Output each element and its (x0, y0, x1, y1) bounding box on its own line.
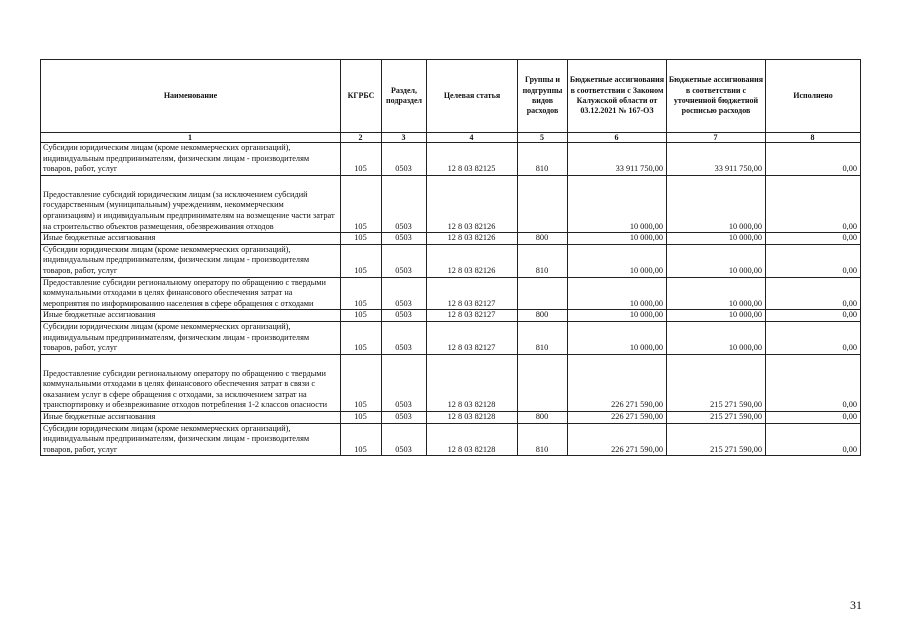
row-section: 0503 (382, 143, 427, 176)
row-law-allocation: 10 000,00 (568, 277, 667, 310)
header-revised-allocations: Бюджетные ассигнования в соответствии с уточненной бюджетной росписью расходов (667, 60, 766, 133)
row-revised-allocation: 215 271 590,00 (667, 423, 766, 456)
row-kgrbs: 105 (341, 175, 382, 232)
row-revised-allocation: 10 000,00 (667, 321, 766, 354)
column-number: 8 (766, 133, 861, 143)
header-expense-groups: Группы и подгруппы видов расходов (518, 60, 568, 133)
row-law-allocation: 10 000,00 (568, 310, 667, 322)
header-section: Раздел, подраздел (382, 60, 427, 133)
row-law-allocation: 226 271 590,00 (568, 354, 667, 411)
column-number: 1 (41, 133, 341, 143)
column-number: 3 (382, 133, 427, 143)
row-kgrbs: 105 (341, 143, 382, 176)
header-executed: Исполнено (766, 60, 861, 133)
row-revised-allocation: 10 000,00 (667, 310, 766, 322)
header-name: Наименование (41, 60, 341, 133)
row-revised-allocation: 10 000,00 (667, 244, 766, 277)
table-row (41, 412, 861, 424)
row-section: 0503 (382, 233, 427, 245)
row-target-item: 12 8 03 82128 (427, 412, 518, 424)
row-name: Предоставление субсидий юридическим лицам (за исключением субсидий государственным (муниципальным) учреждениям, некоммерческим организациям) и индивидуальным предпринимателям на возмещение части затрат на строительство объектов размещения, обезвреживания отходов (41, 175, 341, 232)
row-target-item: 12 8 03 82127 (427, 277, 518, 310)
row-kgrbs: 105 (341, 277, 382, 310)
row-revised-allocation: 10 000,00 (667, 233, 766, 245)
column-number: 6 (568, 133, 667, 143)
row-revised-allocation: 215 271 590,00 (667, 354, 766, 411)
row-revised-allocation: 215 271 590,00 (667, 412, 766, 424)
row-name: Субсидии юридическим лицам (кроме некоммерческих организаций), индивидуальным предпринимателям, физическим лицам - производителям товаров, работ, услуг (41, 321, 341, 354)
row-kgrbs: 105 (341, 412, 382, 424)
table-row (41, 143, 861, 176)
header-kgrbs: КГРБС (341, 60, 382, 133)
row-target-item: 12 8 03 82126 (427, 175, 518, 232)
row-kgrbs: 105 (341, 310, 382, 322)
table-row (41, 277, 861, 310)
table-row (41, 321, 861, 354)
row-law-allocation: 10 000,00 (568, 175, 667, 232)
row-expense-group (518, 277, 568, 310)
column-number: 5 (518, 133, 568, 143)
row-section: 0503 (382, 277, 427, 310)
row-target-item: 12 8 03 82127 (427, 321, 518, 354)
row-kgrbs: 105 (341, 244, 382, 277)
row-target-item: 12 8 03 82125 (427, 143, 518, 176)
row-name: Иные бюджетные ассигнования (41, 233, 341, 245)
row-executed: 0,00 (766, 233, 861, 245)
table-row (41, 310, 861, 322)
budget-table (40, 59, 861, 456)
row-section: 0503 (382, 354, 427, 411)
row-law-allocation: 10 000,00 (568, 244, 667, 277)
row-section: 0503 (382, 175, 427, 232)
row-expense-group: 810 (518, 143, 568, 176)
page-number: 31 (850, 598, 862, 612)
row-kgrbs: 105 (341, 354, 382, 411)
row-expense-group: 800 (518, 233, 568, 245)
header-row (41, 60, 861, 133)
row-kgrbs: 105 (341, 423, 382, 456)
row-executed: 0,00 (766, 175, 861, 232)
row-name: Иные бюджетные ассигнования (41, 310, 341, 322)
table-row (41, 354, 861, 411)
row-section: 0503 (382, 423, 427, 456)
row-target-item: 12 8 03 82126 (427, 233, 518, 245)
table-row (41, 244, 861, 277)
row-executed: 0,00 (766, 310, 861, 322)
row-name: Предоставление субсидии региональному оператору по обращению с твердыми коммунальными отходами в целях финансового обеспечения затрат в связи с оказанием услуг в сфере обращения с отходами, за исключением затрат на транспортировку и обезвреживание отходов потребления 1-2 классов опасности (41, 354, 341, 411)
row-name: Субсидии юридическим лицам (кроме некоммерческих организаций), индивидуальным предпринимателям, физическим лицам - производителям товаров, работ, услуг (41, 423, 341, 456)
row-expense-group: 800 (518, 412, 568, 424)
row-executed: 0,00 (766, 244, 861, 277)
row-expense-group: 810 (518, 423, 568, 456)
row-name: Субсидии юридическим лицам (кроме некоммерческих организаций), индивидуальным предпринимателям, физическим лицам - производителям товаров, работ, услуг (41, 143, 341, 176)
table-row (41, 423, 861, 456)
row-expense-group (518, 175, 568, 232)
row-executed: 0,00 (766, 412, 861, 424)
row-name: Предоставление субсидии региональному оператору по обращению с твердыми коммунальными отходами в целях финансового обеспечения затрат на мероприятия по информированию населения в сфере обращения с отходами (41, 277, 341, 310)
row-law-allocation: 10 000,00 (568, 321, 667, 354)
row-section: 0503 (382, 244, 427, 277)
row-section: 0503 (382, 412, 427, 424)
row-kgrbs: 105 (341, 233, 382, 245)
column-number: 2 (341, 133, 382, 143)
row-kgrbs: 105 (341, 321, 382, 354)
row-revised-allocation: 10 000,00 (667, 175, 766, 232)
row-executed: 0,00 (766, 321, 861, 354)
row-target-item: 12 8 03 82128 (427, 354, 518, 411)
row-target-item: 12 8 03 82128 (427, 423, 518, 456)
row-law-allocation: 226 271 590,00 (568, 412, 667, 424)
row-target-item: 12 8 03 82127 (427, 310, 518, 322)
row-expense-group: 800 (518, 310, 568, 322)
row-executed: 0,00 (766, 277, 861, 310)
row-law-allocation: 10 000,00 (568, 233, 667, 245)
row-section: 0503 (382, 310, 427, 322)
row-expense-group: 810 (518, 321, 568, 354)
row-law-allocation: 33 911 750,00 (568, 143, 667, 176)
table-row (41, 175, 861, 232)
row-revised-allocation: 33 911 750,00 (667, 143, 766, 176)
row-expense-group (518, 354, 568, 411)
table-row (41, 233, 861, 245)
column-number: 7 (667, 133, 766, 143)
row-target-item: 12 8 03 82126 (427, 244, 518, 277)
row-expense-group: 810 (518, 244, 568, 277)
column-numbers-row (41, 133, 861, 143)
row-executed: 0,00 (766, 354, 861, 411)
column-number: 4 (427, 133, 518, 143)
row-name: Иные бюджетные ассигнования (41, 412, 341, 424)
row-revised-allocation: 10 000,00 (667, 277, 766, 310)
row-name: Субсидии юридическим лицам (кроме некоммерческих организаций), индивидуальным предпринимателям, физическим лицам - производителям товаров, работ, услуг (41, 244, 341, 277)
header-target-item: Целевая статья (427, 60, 518, 133)
header-law-allocations: Бюджетные ассигнования в соответствии с Законом Калужской области от 03.12.2021 № 167-ОЗ (568, 60, 667, 133)
row-law-allocation: 226 271 590,00 (568, 423, 667, 456)
row-executed: 0,00 (766, 143, 861, 176)
row-executed: 0,00 (766, 423, 861, 456)
row-section: 0503 (382, 321, 427, 354)
